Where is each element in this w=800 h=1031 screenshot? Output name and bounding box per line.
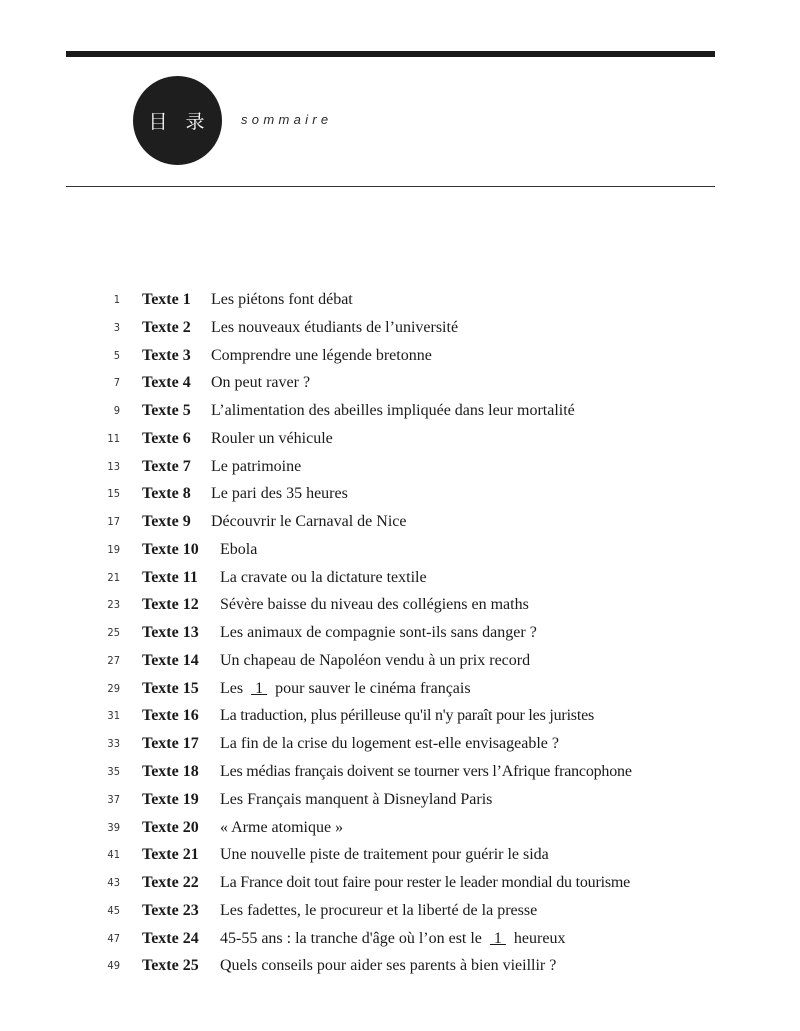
- toc-entry[interactable]: [0, 623, 800, 651]
- toc-text-label: Texte 15: [142, 679, 199, 697]
- toc-page-number: 13: [107, 459, 120, 473]
- toc-entry[interactable]: [0, 484, 800, 512]
- toc-entry[interactable]: [0, 734, 800, 762]
- toc-text-label: Texte 19: [142, 790, 199, 808]
- toc-entry[interactable]: [0, 929, 800, 957]
- toc-title: Le patrimoine: [211, 457, 302, 475]
- sommaire-subtitle: sommaire: [241, 112, 333, 127]
- toc-entry[interactable]: [0, 429, 800, 457]
- toc-text-label: Texte 25: [142, 957, 199, 975]
- toc-text-label: Texte 21: [142, 846, 199, 864]
- toc-title: L’alimentation des abeilles impliquée dans leur mortalité: [211, 402, 575, 420]
- toc-page-number: 35: [107, 765, 120, 779]
- toc-page-number: 9: [113, 404, 120, 418]
- toc-text-label: Texte 6: [142, 429, 191, 447]
- table-of-contents: [0, 290, 800, 984]
- toc-title: Découvrir le Carnaval de Nice: [211, 513, 407, 531]
- toc-title: « Arme atomique »: [220, 818, 344, 836]
- toc-entry[interactable]: [0, 679, 800, 707]
- toc-entry[interactable]: [0, 818, 800, 846]
- toc-entry[interactable]: [0, 595, 800, 623]
- toc-text-label: Texte 4: [142, 374, 191, 392]
- toc-title: Les animaux de compagnie sont-ils sans danger ?: [220, 624, 537, 642]
- toc-page-number: 33: [107, 737, 120, 751]
- fill-in-blank: 1: [251, 679, 268, 697]
- toc-title: Les 1 pour sauver le cinéma français: [220, 679, 471, 697]
- toc-entry[interactable]: [0, 346, 800, 374]
- toc-title: Comprendre une légende bretonne: [211, 346, 432, 364]
- toc-page-number: 37: [107, 792, 120, 806]
- toc-entry[interactable]: [0, 290, 800, 318]
- toc-title: La traduction, plus périlleuse qu'il n'y paraît pour les juristes: [220, 707, 595, 725]
- toc-title: La fin de la crise du logement est-elle envisageable ?: [220, 735, 559, 753]
- toc-title: Rouler un véhicule: [211, 429, 333, 447]
- toc-entry[interactable]: [0, 457, 800, 485]
- toc-page-number: 47: [107, 931, 120, 945]
- toc-page-number: 17: [107, 515, 120, 529]
- toc-title: La cravate ou la dictature textile: [220, 568, 427, 586]
- toc-text-label: Texte 14: [142, 651, 199, 669]
- toc-page-number: 15: [107, 487, 120, 501]
- toc-entry[interactable]: [0, 956, 800, 984]
- toc-page-number: 45: [107, 903, 120, 917]
- toc-page-number: 3: [113, 320, 120, 334]
- toc-page-number: 1: [113, 293, 120, 306]
- toc-entry[interactable]: [0, 373, 800, 401]
- toc-page-number: 41: [107, 848, 120, 862]
- toc-page-number: 31: [107, 709, 120, 723]
- toc-page-number: 7: [113, 376, 120, 390]
- toc-text-label: Texte 18: [142, 763, 199, 781]
- toc-page-number: 49: [107, 959, 120, 973]
- toc-text-label: Texte 20: [142, 818, 199, 836]
- toc-entry[interactable]: [0, 845, 800, 873]
- toc-title: Ebola: [220, 540, 258, 558]
- toc-text-label: Texte 24: [142, 929, 199, 947]
- toc-text-label: Texte 13: [142, 624, 199, 642]
- toc-title: La France doit tout faire pour rester le leader mondial du tourisme: [220, 874, 631, 892]
- toc-title: On peut raver ?: [211, 374, 311, 392]
- top-rule: [66, 51, 715, 57]
- toc-title: Le pari des 35 heures: [211, 485, 348, 503]
- contents-badge: [133, 76, 222, 165]
- toc-page-number: 11: [107, 431, 120, 445]
- toc-text-label: Texte 17: [142, 735, 199, 753]
- badge-text: 目 录: [148, 111, 211, 133]
- toc-page-number: 43: [107, 876, 120, 890]
- toc-title: Les Français manquent à Disneyland Paris: [220, 790, 493, 808]
- toc-title: Un chapeau de Napoléon vendu à un prix record: [220, 651, 531, 669]
- toc-entry[interactable]: [0, 512, 800, 540]
- toc-title: 45-55 ans : la tranche d'âge où l’on est le 1 heureux: [220, 929, 566, 947]
- fill-in-blank: 1: [489, 929, 506, 947]
- toc-entry[interactable]: [0, 790, 800, 818]
- toc-text-label: Texte 23: [142, 901, 199, 919]
- toc-page-number: 39: [107, 820, 120, 834]
- toc-entry[interactable]: [0, 873, 800, 901]
- toc-entry[interactable]: [0, 762, 800, 790]
- toc-page-number: 21: [107, 570, 120, 584]
- toc-page-number: 29: [107, 681, 120, 695]
- toc-title: Les fadettes, le procureur et la liberté de la presse: [220, 901, 538, 919]
- toc-text-label: Texte 10: [142, 540, 199, 558]
- toc-page-number: 19: [107, 542, 120, 556]
- toc-text-label: Texte 3: [142, 346, 191, 364]
- toc-entry[interactable]: [0, 651, 800, 679]
- toc-entry[interactable]: [0, 706, 800, 734]
- toc-title: Une nouvelle piste de traitement pour guérir le sida: [220, 846, 549, 864]
- toc-text-label: Texte 5: [142, 402, 191, 420]
- toc-entry[interactable]: [0, 568, 800, 596]
- toc-text-label: Texte 8: [142, 485, 191, 503]
- toc-entry[interactable]: [0, 401, 800, 429]
- header-divider: [66, 186, 715, 187]
- toc-page-number: 5: [113, 348, 120, 362]
- toc-entry[interactable]: [0, 540, 800, 568]
- toc-title: Sévère baisse du niveau des collégiens en maths: [220, 596, 529, 614]
- toc-text-label: Texte 9: [142, 513, 191, 531]
- toc-text-label: Texte 16: [142, 707, 199, 725]
- toc-entry[interactable]: [0, 901, 800, 929]
- toc-text-label: Texte 11: [142, 568, 198, 586]
- toc-title: Les médias français doivent se tourner vers l’Afrique francophone: [220, 763, 632, 781]
- toc-page-number: 25: [107, 626, 120, 640]
- toc-page-number: 27: [107, 653, 120, 667]
- toc-page-number: 23: [107, 598, 120, 612]
- toc-text-label: Texte 1: [142, 291, 191, 308]
- toc-text-label: Texte 22: [142, 874, 199, 892]
- toc-entry[interactable]: [0, 318, 800, 346]
- toc-title: Les nouveaux étudiants de l’université: [211, 318, 459, 336]
- toc-text-label: Texte 7: [142, 457, 191, 475]
- toc-text-label: Texte 2: [142, 318, 191, 336]
- toc-title: Les piétons font débat: [211, 291, 353, 308]
- toc-text-label: Texte 12: [142, 596, 199, 614]
- toc-title: Quels conseils pour aider ses parents à bien vieillir ?: [220, 957, 557, 975]
